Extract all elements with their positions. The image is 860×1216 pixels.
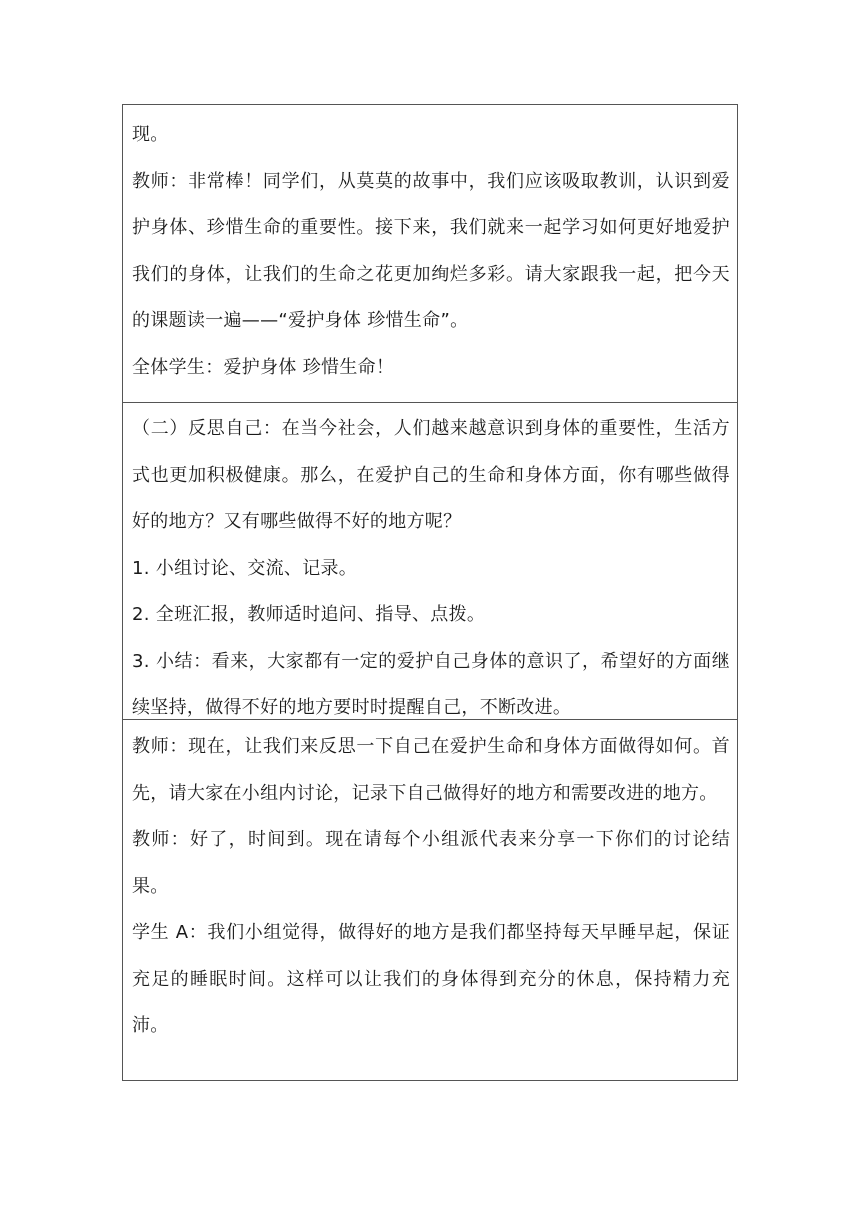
cell-3-paragraph-2: 教师：好了，时间到。现在请每个小组派代表来分享一下你们的讨论结果。 [132,829,730,897]
cell-1-paragraph-1: 现。 [132,124,169,145]
cell-1-paragraph-2: 教师：非常棒！同学们，从莫莫的故事中，我们应该吸取教训，认识到爱护身体、珍惜生命的重要性。接下来，我们就来一起学习如何更好地爱护我们的身体，让我们的生命之花更加绚烂多彩。请大家跟我一起，把今天的课题读一遍——“爱护身体 珍惜生命”。 [132,170,730,331]
cell-2-paragraph-3: 2. 全班汇报，教师适时追问、指导、点拨。 [132,604,486,625]
table-cell-1 [123,105,737,402]
cell-1-paragraph-3: 全体学生：爱护身体 珍惜生命！ [132,356,395,378]
document-table [122,104,738,1081]
cell-2-paragraph-2: 1. 小组讨论、交流、记录。 [132,557,358,579]
cell-2-paragraph-1: （二）反思自己：在当今社会，人们越来越意识到身体的重要性，生活方式也更加积极健康。那么，在爱护自己的生命和身体方面，你有哪些做得好的地方？又有哪些做得不好的地方呢？ [132,418,730,532]
cell-3-paragraph-3: 学生 A：我们小组觉得，做得好的地方是我们都坚持每天早睡早起，保证充足的睡眠时间。这样可以让我们的身体得到充分的休息，保持精力充沛。 [132,922,730,1036]
table-cell-2 [123,402,737,719]
table-cell-3 [123,719,737,1080]
cell-3-paragraph-1: 教师：现在，让我们来反思一下自己在爱护生命和身体方面做得如何。首先，请大家在小组内讨论，记录下自己做得好的地方和需要改进的地方。 [132,736,730,804]
cell-2-paragraph-4: 3. 小结：看来，大家都有一定的爱护自己身体的意识了，希望好的方面继续坚持，做得不好的地方要时时提醒自己，不断改进。 [132,650,730,718]
